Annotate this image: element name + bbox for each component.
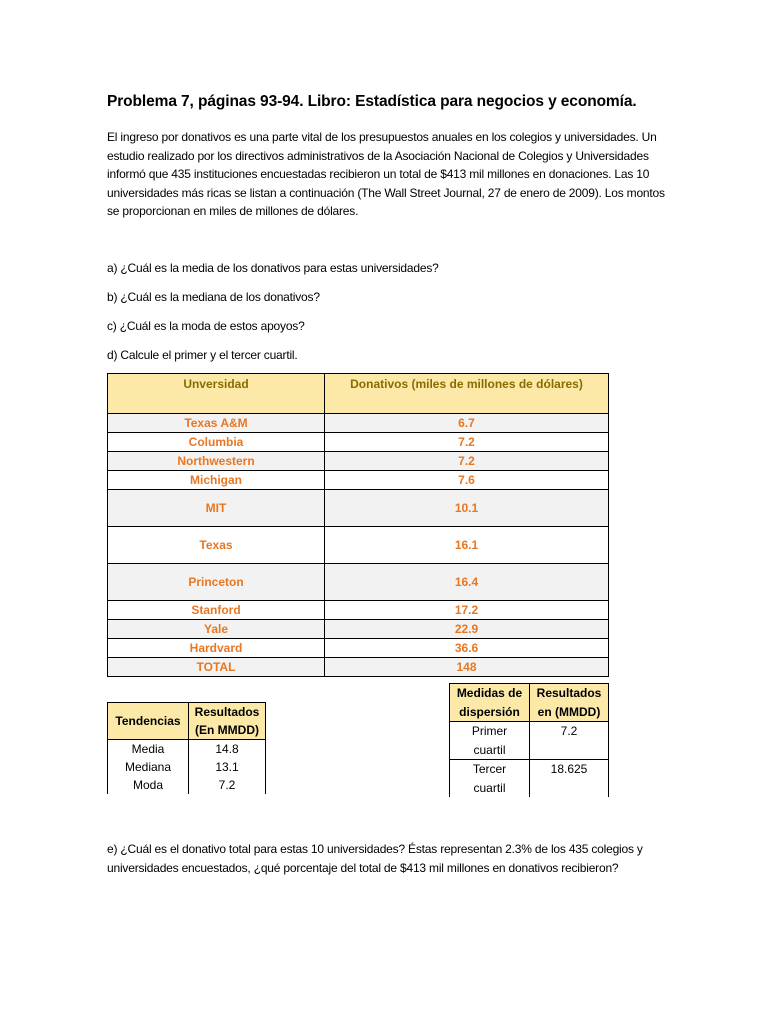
header-medidas-line1: Medidas de — [456, 686, 523, 700]
total-label: TOTAL — [108, 658, 325, 677]
donation-cell: 7.2 — [325, 452, 609, 471]
header-resultados — [189, 703, 266, 740]
tendencias-table — [107, 702, 266, 794]
donations-table — [107, 373, 609, 677]
university-cell: Texas A&M — [108, 414, 325, 433]
table-row — [108, 414, 609, 433]
table-row — [108, 758, 266, 776]
measure-label-line2: cuartil — [473, 742, 506, 757]
donation-cell: 6.7 — [325, 414, 609, 433]
measure-value: 7.2 — [530, 722, 609, 760]
table-row — [108, 433, 609, 452]
question-e: e) ¿Cuál es el donativo total para estas 10 universidades? Éstas representan 2.3% de los 435 colegios y universidades encuestados, ¿qué porcentaje del total de $413 mil millones en donativos recibieron? — [107, 842, 643, 875]
measure-label: Mediana — [108, 758, 189, 776]
table-header-row — [108, 374, 609, 414]
table-row — [450, 760, 609, 798]
measure-label: Moda — [108, 776, 189, 794]
table-row — [108, 564, 609, 601]
measure-label-line2: cuartil — [473, 780, 506, 795]
dispersion-table — [449, 683, 609, 797]
measure-value: 13.1 — [189, 758, 266, 776]
header-medidas-line2: dispersión — [459, 704, 520, 719]
table-row — [108, 776, 266, 794]
table-row — [108, 601, 609, 620]
university-cell: Hardvard — [108, 639, 325, 658]
tendencias-header-row — [108, 703, 266, 740]
university-cell: Yale — [108, 620, 325, 639]
header-resultados-line1: Resultados — [536, 686, 602, 700]
measure-value: 18.625 — [530, 760, 609, 798]
measure-label: Media — [108, 740, 189, 759]
measure-value: 14.8 — [189, 740, 266, 759]
dispersion-header-row — [450, 684, 609, 722]
table-row — [108, 452, 609, 471]
measure-value: 7.2 — [189, 776, 266, 794]
university-cell: Michigan — [108, 471, 325, 490]
total-value: 148 — [325, 658, 609, 677]
question-d: d) Calcule el primer y el tercer cuartil. — [107, 348, 298, 362]
question-c: c) ¿Cuál es la moda de estos apoyos? — [107, 319, 305, 333]
university-cell: Texas — [108, 527, 325, 564]
header-medidas — [450, 684, 530, 722]
donation-cell: 36.6 — [325, 639, 609, 658]
university-cell: Stanford — [108, 601, 325, 620]
measure-label — [450, 760, 530, 798]
university-cell: Princeton — [108, 564, 325, 601]
donation-cell: 22.9 — [325, 620, 609, 639]
university-cell: Columbia — [108, 433, 325, 452]
header-resultados-line1: Resultados — [194, 705, 260, 719]
header-resultados-line2: en (MMDD) — [537, 704, 601, 719]
university-cell: MIT — [108, 490, 325, 527]
question-a: a) ¿Cuál es la media de los donativos para estas universidades? — [107, 261, 439, 275]
header-university: Unversidad — [108, 374, 325, 414]
question-b: b) ¿Cuál es la mediana de los donativos? — [107, 290, 320, 304]
donation-cell: 17.2 — [325, 601, 609, 620]
header-resultados-line2: (En MMDD) — [195, 723, 259, 737]
donation-cell: 16.1 — [325, 527, 609, 564]
table-row — [108, 490, 609, 527]
measure-label-line1: Primer — [471, 724, 508, 738]
donation-cell: 7.6 — [325, 471, 609, 490]
table-row — [108, 471, 609, 490]
page-title: Problema 7, páginas 93-94. Libro: Estadística para negocios y economía. — [107, 93, 637, 110]
intro-paragraph: El ingreso por donativos es una parte vital de los presupuestos anuales en los colegios y universidades. Un estudio realizado por los directivos administrativos de la Asociación Nacional de Colegios y Universidades informó que 435 instituciones encuestadas recibieron un total de $413 mil millones en donaciones. Las 10 universidades más ricas se listan a continuación (The Wall Street Journal, 27 de enero de 2009). Los montos se proporcionan en miles de millones de dólares. — [107, 130, 665, 218]
header-donations: Donativos (miles de millones de dólares) — [325, 374, 609, 414]
measure-label — [450, 722, 530, 760]
header-resultados — [530, 684, 609, 722]
table-total-row — [108, 658, 609, 677]
table-row — [450, 722, 609, 760]
donation-cell: 16.4 — [325, 564, 609, 601]
table-row — [108, 527, 609, 564]
measure-label-line1: Tercer — [472, 762, 507, 776]
table-row — [108, 639, 609, 658]
university-cell: Northwestern — [108, 452, 325, 471]
table-row — [108, 620, 609, 639]
donation-cell: 7.2 — [325, 433, 609, 452]
donation-cell: 10.1 — [325, 490, 609, 527]
header-tendencias: Tendencias — [108, 703, 189, 740]
table-row — [108, 740, 266, 759]
